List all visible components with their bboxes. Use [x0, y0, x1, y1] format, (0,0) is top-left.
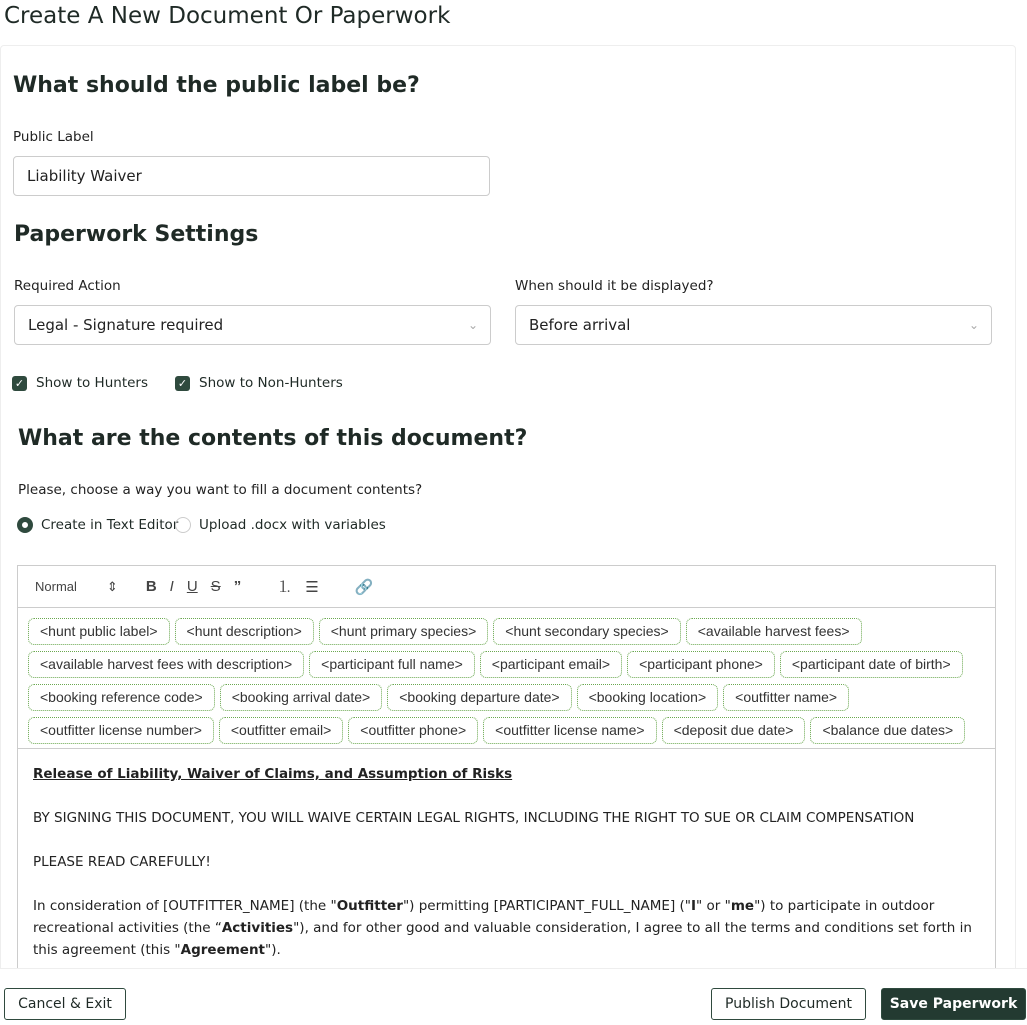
variable-tags — [18, 608, 995, 749]
document-read-carefully: PLEASE READ CAREFULLY! — [33, 854, 211, 870]
radio-upload-label: Upload .docx with variables — [199, 517, 386, 533]
variable-tag[interactable]: <participant phone> — [627, 651, 775, 678]
document-warning: BY SIGNING THIS DOCUMENT, YOU WILL WAIVE CERTAIN LEGAL RIGHTS, INCLUDING THE RIGHT TO SUE OR CLAIM COMPENSATION — [33, 810, 915, 826]
variable-tag[interactable]: <hunt secondary species> — [493, 618, 680, 645]
show-hunters-checkbox[interactable] — [12, 375, 148, 391]
radio-text-editor[interactable] — [17, 517, 178, 533]
variable-tag[interactable]: <booking arrival date> — [220, 684, 383, 711]
public-label-input[interactable]: Liability Waiver — [13, 156, 490, 196]
page-title: Create A New Document Or Paperwork — [4, 3, 451, 29]
public-label-label: Public Label — [13, 129, 94, 145]
variable-tag[interactable]: <participant full name> — [309, 651, 475, 678]
rich-text-editor[interactable] — [17, 565, 996, 985]
ordered-list-icon[interactable]: ⒈ — [277, 579, 293, 596]
variable-tag[interactable]: <hunt public label> — [28, 618, 170, 645]
variable-tag[interactable]: <outfitter email> — [219, 717, 343, 744]
radio-text-editor-label: Create in Text Editor — [41, 517, 179, 533]
variable-tag[interactable]: <participant email> — [480, 651, 622, 678]
show-non-hunters-checkbox[interactable] — [175, 375, 343, 391]
variable-tag[interactable]: <deposit due date> — [662, 717, 806, 744]
variable-tag[interactable]: <outfitter license number> — [28, 717, 214, 744]
cancel-exit-button[interactable]: Cancel & Exit — [4, 988, 126, 1020]
link-icon[interactable]: 🔗 — [354, 578, 374, 596]
document-paragraph: In consideration of [OUTFITTER_NAME] (the "Outfitter") permitting [PARTICIPANT_FULL_NAME] ("I" or "me") to participate in outdoor recreational activities (the “Activities"), and for other good and valuable consideration, I agree to all the terms and conditions set forth in this agreement (this "Agreement"). — [33, 898, 972, 958]
required-action-value: Legal - Signature required — [28, 316, 224, 334]
variable-tag[interactable]: <hunt description> — [175, 618, 314, 645]
check-icon: ✓ — [12, 376, 27, 391]
save-paperwork-button[interactable]: Save Paperwork — [881, 988, 1026, 1020]
variable-tag[interactable]: <available harvest fees> — [686, 618, 862, 645]
variable-tag[interactable]: <booking location> — [577, 684, 719, 711]
chevron-down-icon: ⌄ — [467, 318, 478, 332]
required-action-label: Required Action — [14, 278, 121, 294]
variable-tag[interactable]: <balance due dates> — [810, 717, 965, 744]
variable-tag[interactable]: <outfitter phone> — [348, 717, 478, 744]
show-hunters-label: Show to Hunters — [36, 375, 149, 391]
contents-prompt: Please, choose a way you want to fill a document contents? — [18, 482, 423, 498]
publish-document-button[interactable]: Publish Document — [711, 988, 866, 1020]
show-non-hunters-label: Show to Non-Hunters — [199, 375, 343, 391]
document-title: Release of Liability, Waiver of Claims, and Assumption of Risks — [33, 766, 513, 782]
variable-tag[interactable]: <participant date of birth> — [780, 651, 963, 678]
variable-tag[interactable]: <booking reference code> — [28, 684, 215, 711]
italic-icon[interactable]: I — [169, 578, 174, 595]
footer-bar — [0, 968, 1027, 1025]
display-timing-select[interactable] — [515, 305, 992, 345]
settings-heading: Paperwork Settings — [14, 222, 259, 247]
radio-selected-icon — [17, 517, 33, 533]
chevron-down-icon: ⌄ — [968, 318, 979, 332]
required-action-select[interactable] — [14, 305, 491, 345]
variable-tag[interactable]: <outfitter license name> — [483, 717, 656, 744]
bold-icon[interactable]: B — [145, 578, 157, 595]
label-heading: What should the public label be? — [13, 73, 420, 98]
bullet-list-icon[interactable]: ☰ — [305, 578, 319, 596]
variable-tag[interactable]: <booking departure date> — [387, 684, 571, 711]
variable-tag[interactable]: <hunt primary species> — [319, 618, 489, 645]
updown-icon[interactable]: ⇕ — [106, 578, 118, 594]
document-body[interactable] — [18, 749, 995, 997]
check-icon: ✓ — [175, 376, 190, 391]
display-timing-value: Before arrival — [529, 316, 631, 334]
contents-heading: What are the contents of this document? — [18, 426, 528, 451]
editor-toolbar — [18, 566, 995, 608]
strikethrough-icon[interactable]: S — [210, 578, 221, 595]
underline-icon[interactable]: U — [186, 578, 198, 595]
display-label: When should it be displayed? — [515, 278, 714, 294]
radio-upload-docx[interactable] — [175, 517, 386, 533]
format-select[interactable]: Normal — [35, 579, 77, 594]
variable-tag[interactable]: <outfitter name> — [723, 684, 849, 711]
variable-tag[interactable]: <available harvest fees with description> — [28, 651, 304, 678]
radio-empty-icon — [175, 517, 191, 533]
quote-icon[interactable]: ” — [233, 578, 242, 595]
